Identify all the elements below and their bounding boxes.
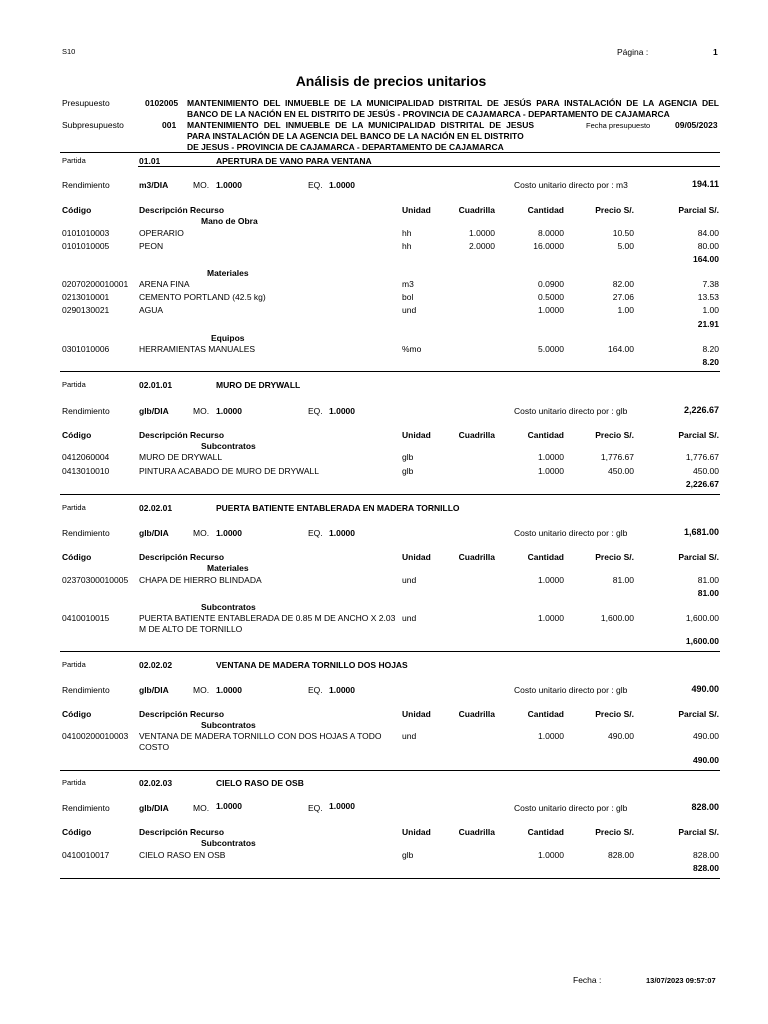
presupuesto-description-line1: MANTENIMIENTO DEL INMUEBLE DE LA MUNICIPALIDAD DISTRITAL DE JESÚS PARA INSTALACIÓN DE LA AGENCIA DEL — [187, 98, 719, 108]
col-precio: Precio S/. — [595, 552, 634, 562]
resource-description: AGUA — [139, 305, 164, 315]
resource-parcial: 828.00 — [693, 850, 719, 860]
resource-cantidad: 8.0000 — [538, 228, 564, 238]
rendimiento-unit: m3/DIA — [139, 180, 169, 190]
presupuesto-description-line2: BANCO DE LA NACIÓN EN EL DISTRITO DE JESÚS - PROVINCIA DE CAJAMARCA - DEPARTAMENTO DE CAJAMARCA — [187, 109, 670, 119]
resource-group-label: Materiales — [207, 563, 249, 573]
resource-precio: 10.50 — [612, 228, 634, 238]
partida-name: APERTURA DE VANO PARA VENTANA — [216, 156, 372, 166]
costo-unitario-label: Costo unitario directo por : glb — [514, 528, 628, 538]
resource-cantidad: 1.0000 — [538, 575, 564, 585]
partida-divider — [60, 371, 720, 372]
footer-fecha-label: Fecha : — [573, 975, 602, 985]
partida-divider — [60, 878, 720, 879]
group-subtotal: 490.00 — [693, 755, 719, 765]
col-codigo: Código — [62, 827, 92, 837]
col-cantidad: Cantidad — [527, 205, 564, 215]
resource-parcial: 1,776.67 — [685, 452, 719, 462]
resource-cantidad: 0.0900 — [538, 279, 564, 289]
col-cantidad: Cantidad — [527, 552, 564, 562]
resource-cantidad: 1.0000 — [538, 452, 564, 462]
resource-code: 0101010003 — [62, 228, 110, 238]
resource-cantidad: 1.0000 — [538, 613, 564, 623]
mo-label: MO. — [193, 406, 210, 416]
mo-value: 1.0000 — [216, 801, 242, 811]
col-cuadrilla: Cuadrilla — [458, 709, 495, 719]
partida-code: 02.02.03 — [139, 778, 173, 788]
partida-name: VENTANA DE MADERA TORNILLO DOS HOJAS — [216, 660, 408, 670]
resource-unit: bol — [402, 292, 414, 302]
subpresupuesto-label: Subpresupuesto — [62, 120, 124, 130]
eq-label: EQ. — [308, 180, 323, 190]
col-precio: Precio S/. — [595, 430, 634, 440]
group-subtotal: 828.00 — [693, 863, 719, 873]
col-cantidad: Cantidad — [527, 430, 564, 440]
rendimiento-unit: glb/DIA — [139, 406, 169, 416]
eq-label: EQ. — [308, 803, 323, 813]
rendimiento-unit: glb/DIA — [139, 528, 169, 538]
subpresupuesto-description-line3: DE JESUS - PROVINCIA DE CAJAMARCA - DEPARTAMENTO DE CAJAMARCA — [187, 142, 504, 152]
col-codigo: Código — [62, 552, 92, 562]
resource-cuadrilla: 1.0000 — [469, 228, 495, 238]
resource-unit: glb — [402, 850, 414, 860]
resource-group-label: Subcontratos — [201, 838, 256, 848]
col-cuadrilla: Cuadrilla — [458, 827, 495, 837]
resource-group-label: Subcontratos — [201, 720, 256, 730]
col-parcial: Parcial S/. — [678, 205, 719, 215]
mo-value: 1.0000 — [216, 406, 242, 416]
resource-code: 04100200010003 — [62, 731, 129, 741]
fecha-presupuesto-label: Fecha presupuesto — [586, 121, 651, 130]
col-precio: Precio S/. — [595, 709, 634, 719]
resource-precio: 164.00 — [608, 344, 634, 354]
subpresupuesto-code: 001 — [162, 120, 177, 130]
fecha-presupuesto-value: 09/05/2023 — [675, 120, 718, 130]
resource-precio: 1.00 — [617, 305, 634, 315]
resource-description-cont: COSTO — [139, 742, 170, 752]
col-codigo: Código — [62, 709, 92, 719]
page-title: Análisis de precios unitarios — [295, 73, 487, 89]
resource-parcial: 1,600.00 — [685, 613, 719, 623]
resource-precio: 5.00 — [617, 241, 634, 251]
resource-code: 0101010005 — [62, 241, 110, 251]
col-cuadrilla: Cuadrilla — [458, 205, 495, 215]
mo-value: 1.0000 — [216, 528, 242, 538]
resource-unit: glb — [402, 466, 414, 476]
costo-unitario-label: Costo unitario directo por : glb — [514, 685, 628, 695]
costo-unitario-value: 194.11 — [691, 179, 719, 189]
footer-fecha-value: 13/07/2023 09:57:07 — [646, 976, 716, 985]
group-subtotal: 21.91 — [697, 319, 719, 329]
group-subtotal: 2,226.67 — [685, 479, 719, 489]
mo-value: 1.0000 — [216, 180, 242, 190]
resource-parcial: 81.00 — [697, 575, 719, 585]
resource-description: HERRAMIENTAS MANUALES — [139, 344, 256, 354]
resource-description-cont: M DE ALTO DE TORNILLO — [139, 624, 243, 634]
eq-value: 1.0000 — [329, 801, 355, 811]
col-parcial: Parcial S/. — [678, 827, 719, 837]
resource-description: CHAPA DE HIERRO BLINDADA — [139, 575, 262, 585]
resource-unit: glb — [402, 452, 414, 462]
costo-unitario-value: 828.00 — [691, 802, 719, 812]
resource-code: 0413010010 — [62, 466, 110, 476]
col-descripcion: Descripción Recurso — [139, 709, 225, 719]
partida-divider — [60, 651, 720, 652]
resource-unit: hh — [402, 241, 412, 251]
partida-code: 01.01 — [139, 156, 161, 166]
costo-unitario-label: Costo unitario directo por : glb — [514, 803, 628, 813]
resource-cantidad: 1.0000 — [538, 850, 564, 860]
rendimiento-unit: glb/DIA — [139, 685, 169, 695]
rendimiento-label: Rendimiento — [62, 406, 110, 416]
resource-cantidad: 16.0000 — [533, 241, 564, 251]
resource-group-label: Mano de Obra — [201, 216, 258, 226]
page-label: Página : — [617, 47, 649, 57]
mo-label: MO. — [193, 803, 210, 813]
col-precio: Precio S/. — [595, 205, 634, 215]
col-codigo: Código — [62, 430, 92, 440]
group-subtotal: 81.00 — [697, 588, 719, 598]
resource-parcial: 7.38 — [702, 279, 719, 289]
resource-cantidad: 0.5000 — [538, 292, 564, 302]
group-subtotal: 8.20 — [702, 357, 719, 367]
col-codigo: Código — [62, 205, 92, 215]
resource-parcial: 8.20 — [702, 344, 719, 354]
col-parcial: Parcial S/. — [678, 709, 719, 719]
partida-underline — [138, 166, 720, 167]
col-unidad: Unidad — [402, 430, 431, 440]
resource-precio: 81.00 — [612, 575, 634, 585]
presupuesto-label: Presupuesto — [62, 98, 110, 108]
eq-label: EQ. — [308, 685, 323, 695]
resource-group-label: Subcontratos — [201, 441, 256, 451]
mo-value: 1.0000 — [216, 685, 242, 695]
partida-label: Partida — [62, 156, 86, 165]
resource-parcial: 1.00 — [702, 305, 719, 315]
col-descripcion: Descripción Recurso — [139, 430, 225, 440]
partida-name: MURO DE DRYWALL — [216, 380, 301, 390]
resource-cantidad: 1.0000 — [538, 466, 564, 476]
partida-name: CIELO RASO DE OSB — [216, 778, 304, 788]
eq-value: 1.0000 — [329, 406, 355, 416]
resource-precio: 450.00 — [608, 466, 634, 476]
partida-divider — [60, 770, 720, 771]
partida-code: 02.02.02 — [139, 660, 173, 670]
mo-label: MO. — [193, 528, 210, 538]
eq-value: 1.0000 — [329, 180, 355, 190]
rendimiento-label: Rendimiento — [62, 180, 110, 190]
col-descripcion: Descripción Recurso — [139, 205, 225, 215]
resource-code: 0412060004 — [62, 452, 110, 462]
rendimiento-label: Rendimiento — [62, 528, 110, 538]
rendimiento-label: Rendimiento — [62, 803, 110, 813]
presupuesto-code: 0102005 — [145, 98, 179, 108]
resource-cantidad: 5.0000 — [538, 344, 564, 354]
resource-precio: 1,776.67 — [600, 452, 634, 462]
resource-unit: und — [402, 731, 417, 741]
mo-label: MO. — [193, 685, 210, 695]
col-unidad: Unidad — [402, 552, 431, 562]
col-unidad: Unidad — [402, 827, 431, 837]
resource-code: 02070200010001 — [62, 279, 129, 289]
resource-group-label: Equipos — [211, 333, 245, 343]
costo-unitario-value: 2,226.67 — [683, 405, 719, 415]
resource-description: VENTANA DE MADERA TORNILLO CON DOS HOJAS A TODO — [139, 731, 382, 741]
costo-unitario-value: 1,681.00 — [683, 527, 719, 537]
resource-precio: 490.00 — [608, 731, 634, 741]
page-number: 1 — [713, 47, 718, 57]
resource-unit: und — [402, 613, 417, 623]
mo-label: MO. — [193, 180, 210, 190]
resource-code: 0301010006 — [62, 344, 110, 354]
col-descripcion: Descripción Recurso — [139, 827, 225, 837]
costo-unitario-label: Costo unitario directo por : glb — [514, 406, 628, 416]
col-precio: Precio S/. — [595, 827, 634, 837]
partida-code: 02.01.01 — [139, 380, 173, 390]
resource-precio: 828.00 — [608, 850, 634, 860]
eq-value: 1.0000 — [329, 528, 355, 538]
resource-description: CEMENTO PORTLAND (42.5 kg) — [139, 292, 266, 302]
resource-description: PEON — [139, 241, 164, 251]
resource-group-label: Materiales — [207, 268, 249, 278]
group-subtotal: 164.00 — [693, 254, 719, 264]
resource-code: 02370300010005 — [62, 575, 129, 585]
col-cuadrilla: Cuadrilla — [458, 552, 495, 562]
eq-label: EQ. — [308, 406, 323, 416]
resource-cantidad: 1.0000 — [538, 731, 564, 741]
resource-parcial: 13.53 — [697, 292, 719, 302]
subpresupuesto-description-line1: MANTENIMIENTO DEL INMUEBLE DE LA MUNICIPALIDAD DISTRITAL DE JESUS — [187, 120, 534, 130]
partida-label: Partida — [62, 660, 86, 669]
eq-value: 1.0000 — [329, 685, 355, 695]
resource-group-label: Subcontratos — [201, 602, 256, 612]
partida-label: Partida — [62, 503, 86, 512]
resource-unit: hh — [402, 228, 412, 238]
col-unidad: Unidad — [402, 205, 431, 215]
resource-unit: m3 — [402, 279, 414, 289]
resource-cuadrilla: 2.0000 — [469, 241, 495, 251]
resource-unit: und — [402, 575, 417, 585]
resource-unit: und — [402, 305, 417, 315]
col-cuadrilla: Cuadrilla — [458, 430, 495, 440]
resource-unit: %mo — [402, 344, 422, 354]
group-subtotal: 1,600.00 — [685, 636, 719, 646]
resource-parcial: 450.00 — [693, 466, 719, 476]
report-code: S10 — [62, 47, 76, 56]
eq-label: EQ. — [308, 528, 323, 538]
resource-code: 0410010015 — [62, 613, 110, 623]
col-parcial: Parcial S/. — [678, 430, 719, 440]
resource-parcial: 80.00 — [697, 241, 719, 251]
resource-description: OPERARIO — [139, 228, 184, 238]
col-cantidad: Cantidad — [527, 709, 564, 719]
resource-cantidad: 1.0000 — [538, 305, 564, 315]
col-unidad: Unidad — [402, 709, 431, 719]
partida-code: 02.02.01 — [139, 503, 173, 513]
rendimiento-label: Rendimiento — [62, 685, 110, 695]
subpresupuesto-description-line2: PARA INSTALACIÓN DE LA AGENCIA DEL BANCO DE LA NACIÓN EN EL DISTRITO — [187, 131, 524, 141]
costo-unitario-label: Costo unitario directo por : m3 — [514, 180, 628, 190]
resource-code: 0410010017 — [62, 850, 110, 860]
partida-divider — [60, 494, 720, 495]
partida-name: PUERTA BATIENTE ENTABLERADA EN MADERA TORNILLO — [216, 503, 460, 513]
partida-label: Partida — [62, 778, 86, 787]
resource-description: MURO DE DRYWALL — [139, 452, 223, 462]
resource-description: ARENA FINA — [139, 279, 190, 289]
resource-code: 0290130021 — [62, 305, 110, 315]
resource-description: PUERTA BATIENTE ENTABLERADA DE 0.85 M DE ANCHO X 2.03 — [139, 613, 396, 623]
resource-precio: 1,600.00 — [600, 613, 634, 623]
partida-label: Partida — [62, 380, 86, 389]
resource-description: PINTURA ACABADO DE MURO DE DRYWALL — [139, 466, 319, 476]
resource-precio: 27.06 — [612, 292, 634, 302]
resource-parcial: 490.00 — [693, 731, 719, 741]
resource-description: CIELO RASO EN OSB — [139, 850, 226, 860]
header-divider — [60, 152, 720, 153]
costo-unitario-value: 490.00 — [691, 684, 719, 694]
col-parcial: Parcial S/. — [678, 552, 719, 562]
resource-precio: 82.00 — [612, 279, 634, 289]
col-cantidad: Cantidad — [527, 827, 564, 837]
resource-code: 0213010001 — [62, 292, 110, 302]
rendimiento-unit: glb/DIA — [139, 803, 169, 813]
col-descripcion: Descripción Recurso — [139, 552, 225, 562]
resource-parcial: 84.00 — [697, 228, 719, 238]
